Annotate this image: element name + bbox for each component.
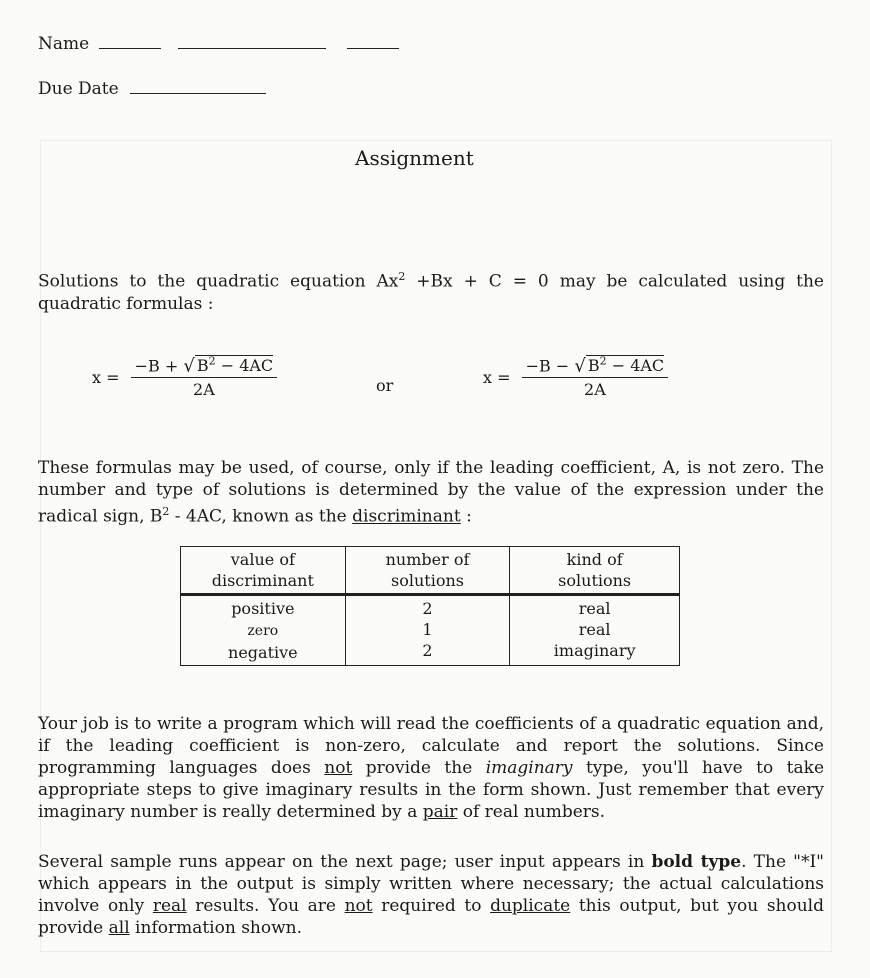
sample-runs-paragraph: Several sample runs appear on the next page; user input appears in bold type. The "*I" which appears in the output is simply written where necessary; the actual calculations involve only real results. You are not required to duplicate this output, but you should provide all information shown.: [38, 852, 824, 938]
due-date-label: Due Date: [38, 79, 119, 99]
discriminant-paragraph: These formulas may be used, of course, only if the leading coefficient, A, is not zero. The number and type of solutions is determined by the value of the expression under the radical sign, $B^2 - 4AC$, known as the discriminant :: [38, 458, 824, 527]
or-connector: or: [376, 376, 394, 395]
x-equals: x =: [92, 367, 120, 387]
due-date-field-row: [38, 77, 338, 99]
discriminant-term: discriminant: [352, 506, 461, 527]
table-header-row: value of discriminant number of solutions kind of solutions: [181, 547, 680, 595]
due-date-blank: [130, 77, 266, 94]
formula-numerator: −B + √ $B^2 - 4AC$: [131, 355, 278, 378]
table-cell: positive: [231, 599, 295, 618]
discriminant-table: [180, 546, 680, 666]
name-blank-3: [347, 32, 399, 49]
formula-denominator: 2A: [584, 380, 606, 400]
table-cell: 2: [422, 641, 433, 660]
formula-denominator: 2A: [193, 380, 215, 400]
quadratic-formula-plus: [92, 355, 277, 399]
table-cell: real: [578, 620, 611, 639]
table-cell: 1: [422, 620, 433, 639]
table-cell: real: [578, 599, 611, 618]
x-equals: x =: [483, 367, 511, 387]
table-cell: imaginary: [553, 641, 636, 660]
table-body-row: [181, 595, 680, 666]
table-cell: 2: [422, 599, 433, 618]
name-label: Name: [38, 34, 90, 54]
quadratic-formula-minus: [483, 355, 668, 399]
name-blank-2: [178, 32, 326, 49]
name-blank: [99, 32, 161, 49]
formula-numerator: −B − √ $B^2 - 4AC$: [522, 355, 669, 378]
table-cell: negative: [228, 643, 298, 662]
table-cell: zero: [247, 623, 279, 639]
page-title: Assignment: [355, 146, 474, 170]
name-field-row: [38, 32, 418, 54]
task-paragraph: Your job is to write a program which will read the coefficients of a quadratic equation and, if the leading coefficient is non-zero, calculate and report the solutions. Since programming languages does not provide the imaginary type, you'll have to take appropriate steps to give imaginary results in the form shown. Just remember that every imaginary number is really determined by a pair of real numbers.: [38, 714, 825, 822]
intro-paragraph: Solutions to the quadratic equation $Ax^2 +Bx + C = 0$ may be calculated using the quadratic formulas :: [38, 270, 824, 314]
